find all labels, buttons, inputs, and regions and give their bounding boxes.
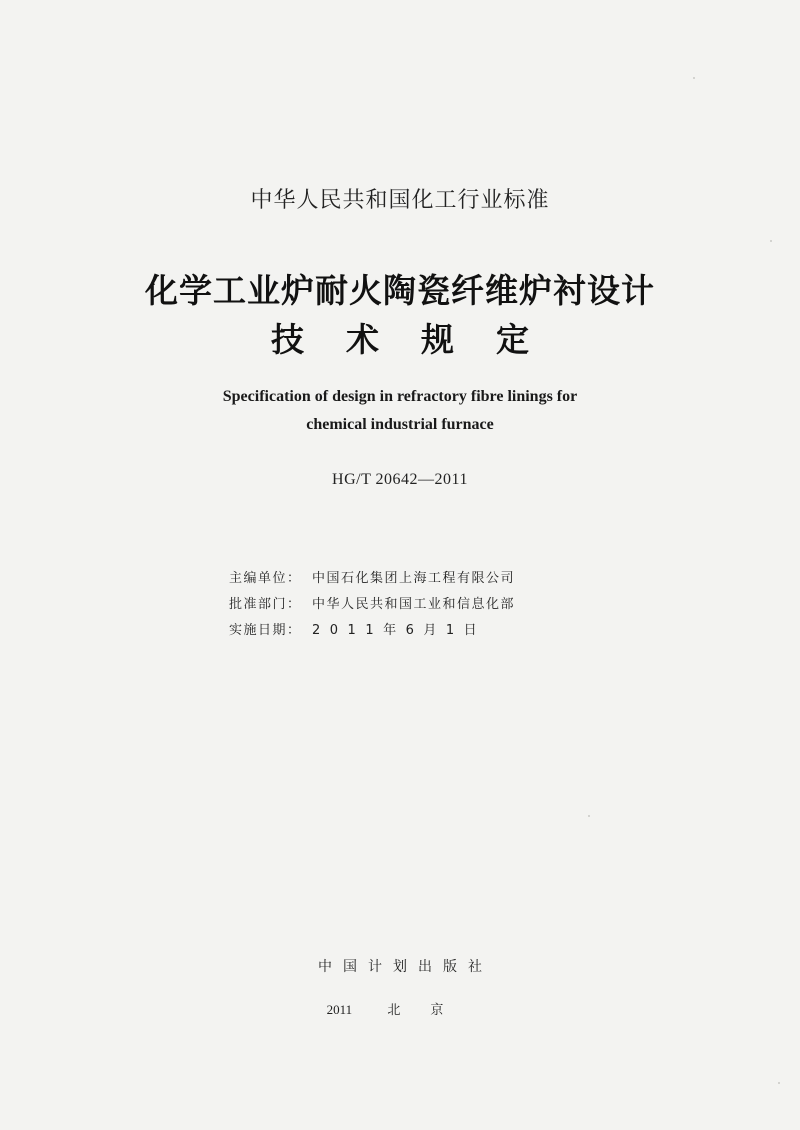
publication-info: [229, 566, 515, 644]
approver-row: [229, 592, 515, 618]
document-title-line-2: 技术规定: [271, 320, 571, 359]
effective-date-row: [229, 618, 515, 644]
approver-label: 批准部门：: [229, 597, 302, 612]
editor-row: [229, 566, 515, 592]
english-title-line-2: chemical industrial furnace: [306, 416, 494, 433]
paper-speck: [770, 240, 772, 242]
approver-value: 中华人民共和国工业和信息化部: [312, 597, 516, 612]
document-title-line-1: 化学工业炉耐火陶瓷纤维炉衬设计: [145, 271, 655, 310]
standard-code: HG/T 20642—2011: [332, 471, 468, 488]
editor-label: 主编单位：: [229, 571, 302, 586]
effective-date-label: 实施日期：: [229, 623, 302, 638]
paper-speck: [588, 815, 590, 817]
paper-speck: [778, 1082, 780, 1084]
publication-year: 2011: [326, 1002, 353, 1017]
publisher-name: 中国计划出版社: [318, 959, 493, 975]
effective-date-value: 2011年6月1日: [312, 623, 487, 638]
english-title-line-1: Specification of design in refractory fibre linings for: [222, 388, 578, 405]
editor-value: 中国石化集团上海工程有限公司: [312, 571, 516, 586]
standard-series-heading: 中华人民共和国化工行业标准: [250, 188, 550, 213]
paper-speck: [693, 77, 695, 79]
publication-place: [0, 999, 800, 1018]
publication-city: 北京: [387, 1002, 474, 1017]
